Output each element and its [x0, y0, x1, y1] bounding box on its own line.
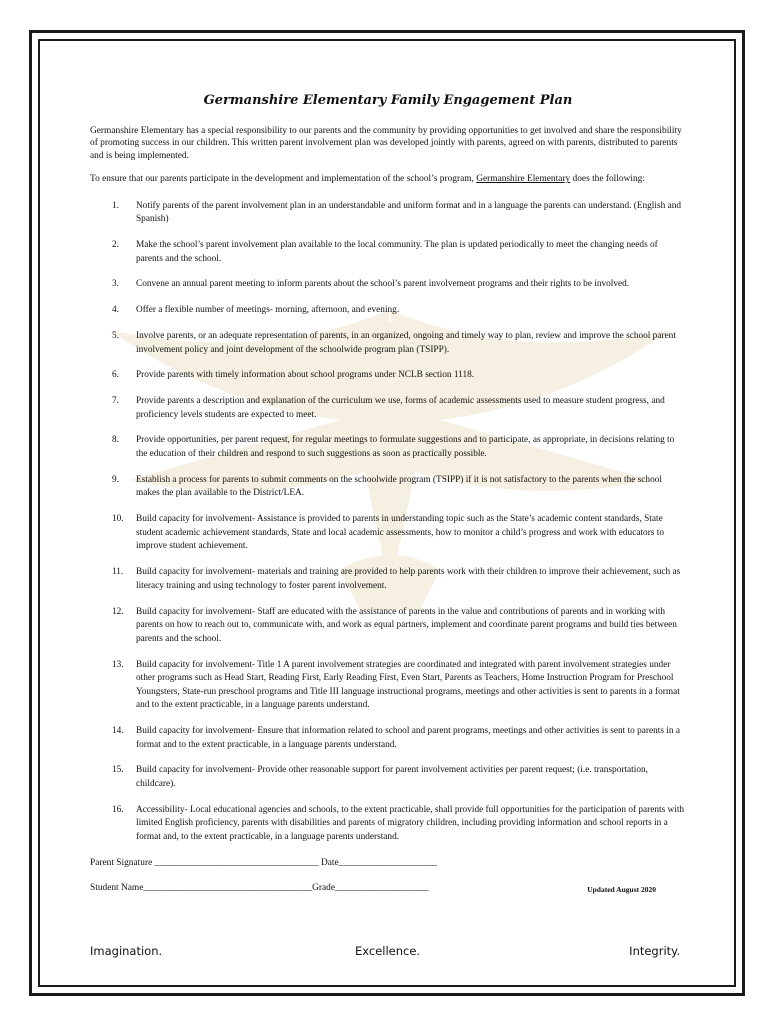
- list-item-number: 11.: [112, 567, 124, 578]
- list-item-number: 7.: [112, 396, 119, 407]
- footer-motto: [90, 944, 680, 964]
- list-item-number: 6.: [112, 370, 119, 381]
- list-item-number: 2.: [112, 240, 119, 250]
- list-item-text: Build capacity for involvement- Staff are educated with the assistance of parents in the value and contributions of parents and in working with parents on how to reach out to, communicate with, and work as equal partners, implement and coordinate parent programs and build ties between parents and the school.: [136, 606, 677, 644]
- list-item-number: 8.: [112, 435, 119, 446]
- list-item-text: Build capacity for involvement- Ensure that information related to school and parent programs, meetings and other activities is sent to parents in a format and to the extent practicable, in a language parents understand.: [136, 726, 680, 750]
- list-item-text: Establish a process for parents to submit comments on the schoolwide program (TSIPP) if it is not satisfactory to the parents when the school makes the plan available to the District/LEA.: [136, 474, 662, 499]
- school-name: Germanshire Elementary: [476, 174, 571, 185]
- list-item: [90, 239, 686, 266]
- list-item: [90, 804, 686, 845]
- list-item-text: Provide opportunities, per parent request, for regular meetings to formulate suggestions and to participate, as appropriate, in decisions relating to the education of their children and respond to such suggestions as soon as practically possible.: [136, 435, 675, 460]
- list-item-text: Involve parents, or an adequate representation of parents, in an organized, ongoing and timely way to plan, review and improve the school parent involvement policy and joint development of the schoolwide program plan (TSIPP).: [136, 330, 676, 355]
- list-item: [90, 434, 686, 461]
- list-item: [90, 566, 686, 593]
- parent-signature-line[interactable]: Parent Signature ___________________________________ Date_____________________: [90, 857, 438, 868]
- student-name-grade-fields[interactable]: Student Name____________________________________Grade____________________: [90, 882, 429, 893]
- student-name-line: [90, 882, 686, 894]
- list-item-number: 12.: [112, 606, 124, 617]
- footer-excellence: Excellence.: [355, 944, 421, 958]
- list-item-text: Build capacity for involvement- Assistance is provided to parents in understanding topic such as the State’s academic content standards, State student academic achievement standards, State and local academic assessments, how to monitor a child’s progress and work with educators to improve student achievement.: [136, 514, 664, 552]
- list-item: [90, 474, 686, 501]
- list-item: [90, 369, 686, 383]
- list-item-text: Accessibility- Local educational agencies and schools, to the extent practicable, shall provide full opportunities for the participation of parents with limited English proficiency, parents with disabilities and parents of migratory children, including providing information and school reports in a format and, to the extent practicable, in a language parents understand.: [136, 804, 685, 843]
- list-item: [90, 304, 686, 318]
- list-item-number: 13.: [112, 659, 124, 670]
- list-item-number: 5.: [112, 330, 119, 341]
- list-item-text: Build capacity for involvement- Title 1 A parent involvement strategies are coordinated and integrated with parent involvement strategies under other programs such as Head Start, Reading First, Early Reading First, Even Start, Parents as Teachers, Home Instruction Program for Preschool Youngsters, State-run preschool programs and Title III language instructional programs, meetings and other activities is sent to parents in a format and to the extent practicable, in a language parents understand.: [136, 659, 680, 711]
- list-item-text: Convene an annual parent meeting to inform parents about the school’s parent involvement programs and their rights to be involved.: [136, 279, 630, 290]
- document-title: Germanshire Elementary Family Engagement Plan: [203, 93, 573, 108]
- list-item: [90, 395, 686, 422]
- list-item-number: 3.: [112, 279, 119, 290]
- list-item-number: 10.: [112, 514, 124, 525]
- list-item-number: 16.: [112, 804, 124, 815]
- list-item-text: Provide parents with timely information about school programs under NCLB section 1118.: [136, 370, 475, 381]
- footer-imagination: Imagination.: [90, 944, 163, 958]
- list-item-text: Make the school’s parent involvement plan available to the local community. The plan is updated periodically to meet the changing needs of parents and the school.: [136, 240, 658, 264]
- list-item-number: 1.: [112, 200, 119, 211]
- list-item: [90, 606, 686, 647]
- list-item-text: Build capacity for involvement- materials and training are provided to help parents work with their children to improve their achievement, such as literacy training and using technology to foster parent involvement.: [136, 567, 681, 591]
- list-item-text: Notify parents of the parent involvement plan in an understandable and uniform format and in a language the parents can understand. (English and Spanish): [136, 200, 681, 225]
- list-item: [90, 200, 686, 227]
- document-body: [90, 93, 686, 894]
- footer-integrity: Integrity.: [629, 944, 680, 958]
- list-item-number: 9.: [112, 474, 119, 485]
- intro-paragraph: Germanshire Elementary has a special responsibility to our parents and the community by providing opportunities to get involved and share the responsibility of promoting success in our children. This written parent involvement plan was developed jointly with parents, agreed on with parents, distributed to parents and is being implemented.: [90, 126, 682, 161]
- list-item-text: Build capacity for involvement- Provide other reasonable support for parent involvement activities per parent request; (i.e. transportation, childcare).: [136, 765, 648, 790]
- engagement-list: [90, 200, 686, 845]
- list-item: [90, 725, 686, 752]
- ensure-text-before: To ensure that our parents participate in the development and implementation of the school’s program,: [90, 174, 477, 185]
- list-item-text: Offer a flexible number of meetings- morning, afternoon, and evening.: [136, 305, 400, 316]
- list-item-number: 15.: [112, 765, 124, 776]
- ensure-text-after: does the following:: [570, 174, 645, 185]
- list-item: [90, 513, 686, 554]
- updated-date: Updated August 2020: [587, 884, 656, 894]
- list-item: [90, 764, 686, 791]
- list-item-number: 14.: [112, 726, 124, 737]
- list-item-number: 4.: [112, 305, 119, 316]
- list-item: [90, 659, 686, 713]
- list-item: [90, 330, 686, 357]
- list-item: [90, 278, 686, 292]
- ensure-paragraph: [90, 173, 686, 185]
- list-item-text: Provide parents a description and explanation of the curriculum we use, forms of academic assessments used to measure student progress, and proficiency levels students are expected to meet.: [136, 396, 665, 420]
